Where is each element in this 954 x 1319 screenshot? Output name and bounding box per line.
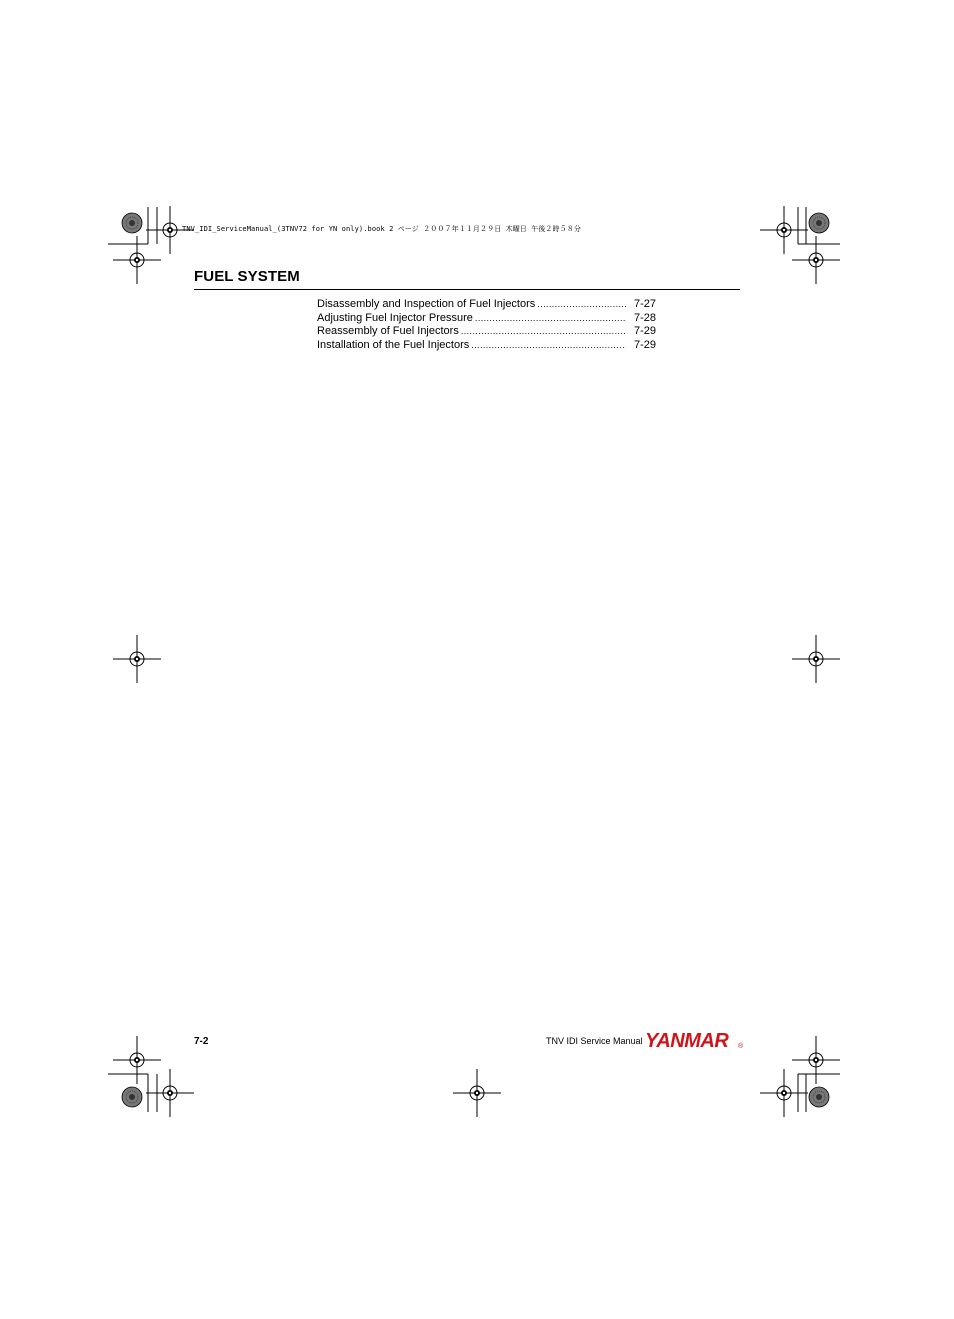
crop-mark-bottom-right bbox=[760, 1036, 840, 1117]
toc-entry-title: Reassembly of Fuel Injectors bbox=[317, 325, 459, 338]
crop-mark-bottom-center bbox=[453, 1069, 501, 1117]
toc-entry-page: 7-29 bbox=[633, 325, 656, 338]
toc-entry-page: 7-28 bbox=[633, 311, 656, 324]
crop-mark-mid-left bbox=[113, 635, 161, 683]
toc-entry-title: Disassembly and Inspection of Fuel Injectors bbox=[317, 298, 536, 310]
crop-mark-mid-right bbox=[792, 635, 840, 683]
crop-mark-bottom-left bbox=[108, 1036, 194, 1117]
toc-leader-dots bbox=[471, 339, 626, 353]
page-title: FUEL SYSTEM bbox=[194, 268, 300, 285]
crop-mark-top-right bbox=[760, 206, 840, 284]
toc-leader-dots bbox=[475, 312, 626, 326]
toc-entry[interactable] bbox=[317, 298, 656, 312]
table-of-contents bbox=[317, 298, 656, 352]
toc-entry-title: Adjusting Fuel Injector Pressure bbox=[317, 311, 473, 324]
toc-entry-page: 7-29 bbox=[633, 338, 656, 351]
page-number: 7-2 bbox=[194, 1036, 209, 1047]
logo-registered-mark: ® bbox=[738, 1043, 744, 1050]
toc-entry[interactable] bbox=[317, 312, 656, 326]
title-rule bbox=[194, 289, 740, 290]
toc-entry-page: 7-27 bbox=[633, 298, 656, 310]
manual-name: TNV IDI Service Manual bbox=[546, 1036, 643, 1046]
yanmar-logo-mark bbox=[645, 1030, 745, 1052]
toc-entry-title: Installation of the Fuel Injectors bbox=[317, 338, 470, 351]
toc-leader-dots bbox=[537, 298, 626, 312]
logo-text: YANMAR bbox=[645, 1030, 729, 1052]
toc-leader-dots bbox=[461, 325, 626, 339]
crop-mark-top-left bbox=[108, 206, 194, 284]
toc-entry[interactable] bbox=[317, 325, 656, 339]
yanmar-logo bbox=[645, 1030, 745, 1057]
print-header: TNV_IDI_ServiceManual_(3TNV72 for YN only).book 2 ページ ２００７年１１月２９日 木曜日 午後２時５８分 bbox=[182, 225, 581, 233]
toc-entry[interactable] bbox=[317, 339, 656, 353]
